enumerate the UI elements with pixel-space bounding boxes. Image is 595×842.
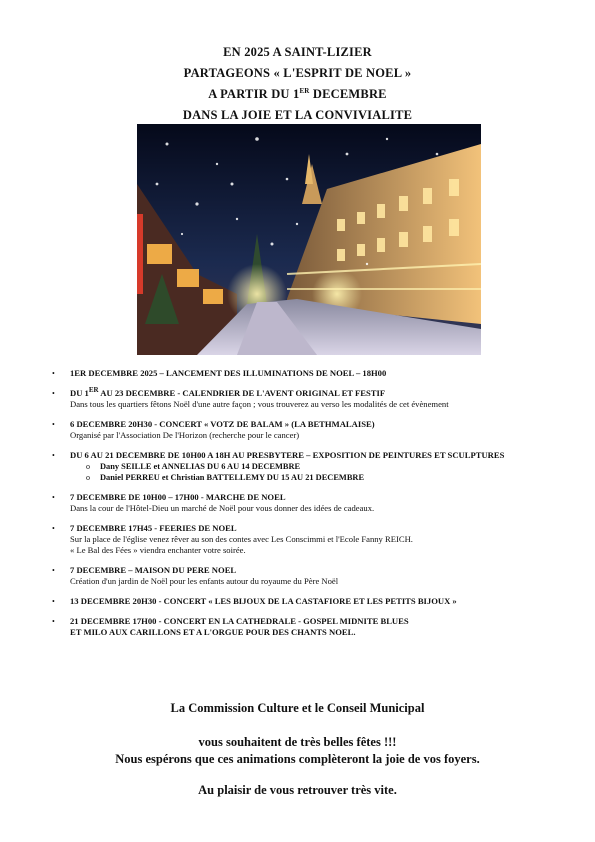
event-item [52,492,572,514]
event-item [52,565,572,587]
event-title: 7 DECEMBRE 17H45 - FEERIES DE NOEL [70,523,237,533]
bullet-icon: • [52,451,55,460]
bullet-icon: • [52,566,55,575]
event-sub-item [70,472,572,483]
bullet-icon: • [52,493,55,502]
event-title: 7 DECEMBRE – MAISON DU PERE NOEL [70,565,237,575]
bullet-icon: • [52,369,55,378]
event-title-sup: ER [88,386,99,395]
header-line-3 [0,84,595,105]
event-sub-item [70,461,572,472]
bullet-icon: • [52,420,55,429]
bullet-icon: • [52,524,55,533]
bullet-icon: • [52,597,55,606]
event-description: Dans la cour de l'Hôtel-Dieu un marché de Noël pour vous donner des idées de cadeaux. [70,503,375,513]
events-list [52,368,572,647]
event-item [52,523,572,556]
commission-line: La Commission Culture et le Conseil Municipal [170,701,425,715]
event-description: Dans tous les quartiers fêtons Noël d'une autre façon ; vous trouverez au verso les modalités de cet évènement [70,399,449,409]
event-title-main: AU 23 DECEMBRE - CALENDRIER DE L'AVENT ORIGINAL ET FESTIF [98,388,386,398]
header-line-1: EN 2025 A SAINT-LIZIER [223,45,372,59]
event-description: Création d'un jardin de Noël pour les enfants autour du royaume du Père Noël [70,576,339,586]
event-title: 13 DECEMBRE 20H30 - CONCERT « LES BIJOUX DE LA CASTAFIORE ET LES PETITS BIJOUX » [70,596,457,606]
event-title-pre: DU 1 [70,388,89,398]
event-title: 6 DECEMBRE 20H30 - CONCERT « VOTZ DE BALAM » (LA BETHMALAISE) [70,419,375,429]
photo-illustration [137,124,481,355]
event-item [52,419,572,441]
wish-line-1: vous souhaitent de très belles fêtes !!! [198,735,397,749]
event-description-2: « Le Bal des Fées » viendra enchanter votre soirée. [70,545,246,555]
circle-bullet-icon: o [86,462,90,471]
event-item [52,450,572,483]
header-line-3-sup: ER [299,86,310,95]
event-sub-text: Dany SEILLE et ANNELIAS DU 6 AU 14 DECEMBRE [100,462,301,471]
event-title: 1ER DECEMBRE 2025 – LANCEMENT DES ILLUMINATIONS DE NOEL – 18H00 [70,368,387,378]
wish-block [0,734,595,768]
event-title: DU 6 AU 21 DECEMBRE DE 10H00 A 18H AU PRESBYTERE – EXPOSITION DE PEINTURES ET SCULPTURES [70,450,505,460]
event-title-2: ET MILO AUX CARILLONS ET A L'ORGUE POUR DES CHANTS NOEL. [70,627,356,637]
closing-line: Au plaisir de vous retrouver très vite. [198,783,397,797]
event-title: 21 DECEMBRE 17H00 - CONCERT EN LA CATHEDRALE - GOSPEL MIDNITE BLUES [70,616,409,626]
header-line-3-post: DECEMBRE [309,87,387,101]
footer [0,700,595,798]
header [0,42,595,126]
event-description: Organisé par l'Association De l'Horizon (recherche pour le cancer) [70,430,300,440]
header-line-3-pre: A PARTIR DU 1 [208,87,300,101]
event-title: 7 DECEMBRE DE 10H00 – 17H00 - MARCHE DE NOEL [70,492,286,502]
event-item [52,388,572,410]
event-item [52,596,572,607]
circle-bullet-icon: o [86,473,90,482]
bullet-icon: • [52,389,55,398]
christmas-street-photo [137,124,481,355]
bullet-icon: • [52,617,55,626]
event-sub-text: Daniel PERREU et Christian BATTELLEMY DU 15 AU 21 DECEMBRE [100,473,365,482]
header-line-2: PARTAGEONS « L'ESPRIT DE NOEL » [183,66,412,80]
event-item [52,368,572,379]
wish-line-2: Nous espérons que ces animations complèteront la joie de vos foyers. [115,752,480,766]
event-title [70,388,385,398]
event-item [52,616,572,638]
event-description: Sur la place de l'église venez rêver au son des contes avec Les Conscimmi et l'Ecole Fanny REICH. [70,534,413,544]
header-line-4: DANS LA JOIE ET LA CONVIVIALITE [182,108,413,122]
